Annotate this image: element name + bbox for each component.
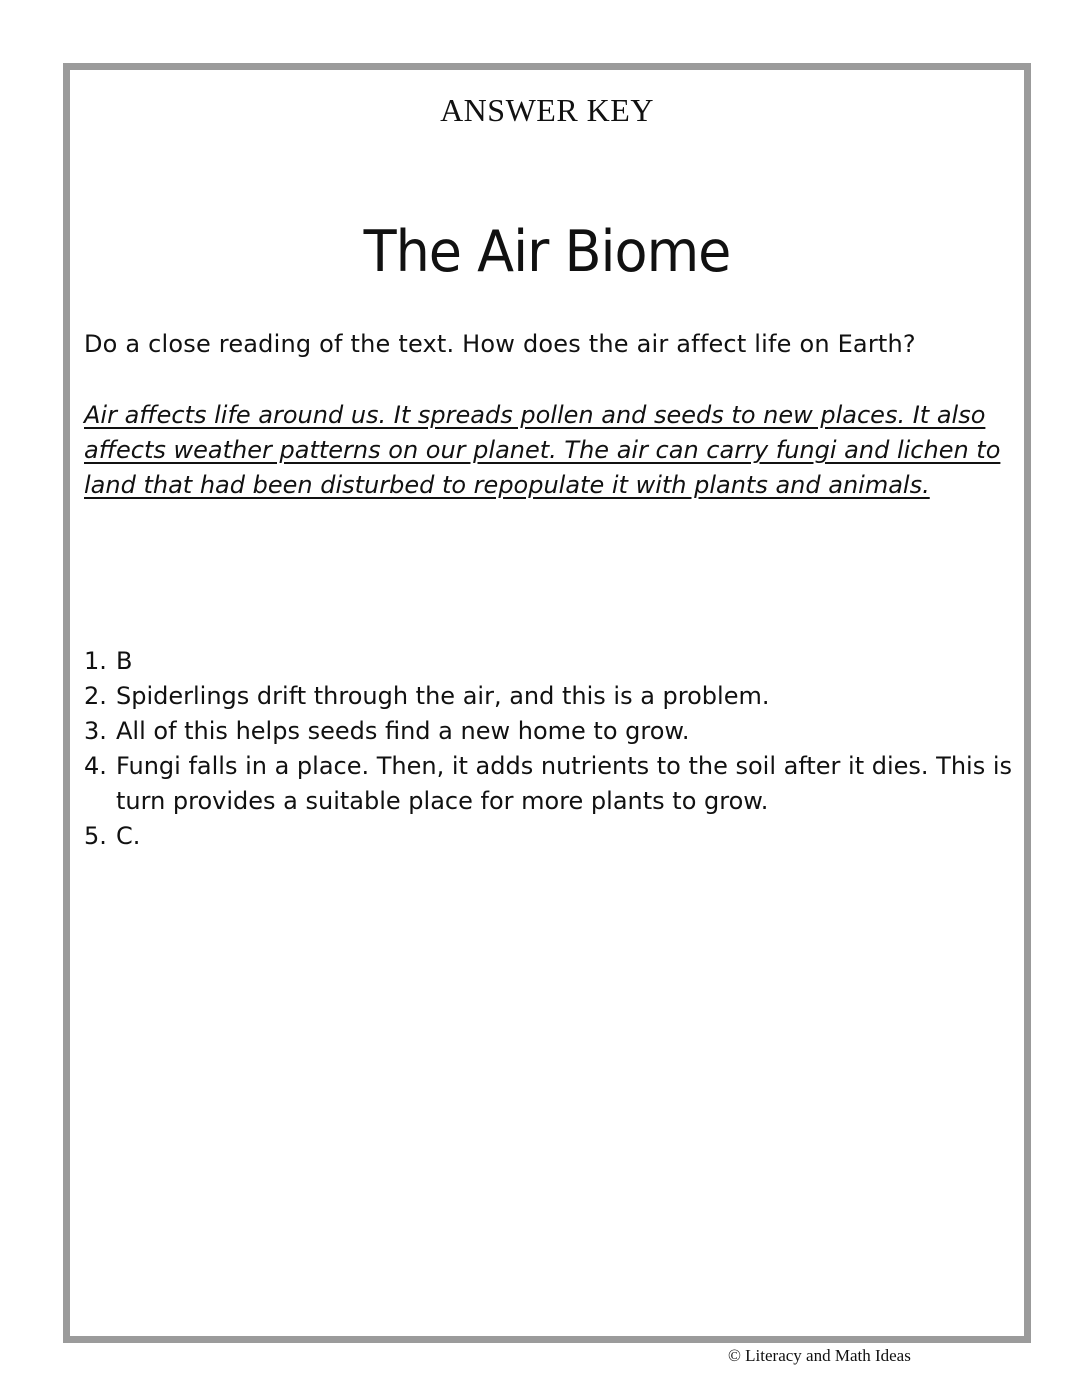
answer-text: All of this helps seeds find a new home to grow. <box>116 717 690 745</box>
list-item <box>84 819 1014 854</box>
answer-text: B <box>116 647 133 675</box>
answer-number: 2. <box>84 682 107 710</box>
copyright-notice: © Literacy and Math Ideas <box>728 1346 911 1365</box>
answer-list <box>84 644 1014 854</box>
question-prompt: Do a close reading of the text. How does the air affect life on Earth? <box>84 330 916 358</box>
answer-key-header: ANSWER KEY <box>440 92 654 128</box>
answer-text: C. <box>116 822 141 850</box>
page-frame <box>63 63 1031 1343</box>
answer-number: 5. <box>84 822 107 850</box>
answer-number: 4. <box>84 752 107 780</box>
page-title: The Air Biome <box>363 218 731 285</box>
answer-text: Spiderlings drift through the air, and this is a problem. <box>116 682 770 710</box>
answer-number: 3. <box>84 717 107 745</box>
list-item <box>84 714 1014 749</box>
answer-paragraph: Air affects life around us. It spreads pollen and seeds to new places. It also affects weather patterns on our planet. The air can carry fungi and lichen to land that had been disturbed to repopulate it with plants and animals. <box>84 401 1001 499</box>
list-item <box>84 644 1014 679</box>
list-item <box>84 749 1014 819</box>
list-item <box>84 679 1014 714</box>
answer-number: 1. <box>84 647 107 675</box>
answer-text: Fungi falls in a place. Then, it adds nutrients to the soil after it dies. This is turn provides a suitable place for more plants to grow. <box>116 752 1013 815</box>
